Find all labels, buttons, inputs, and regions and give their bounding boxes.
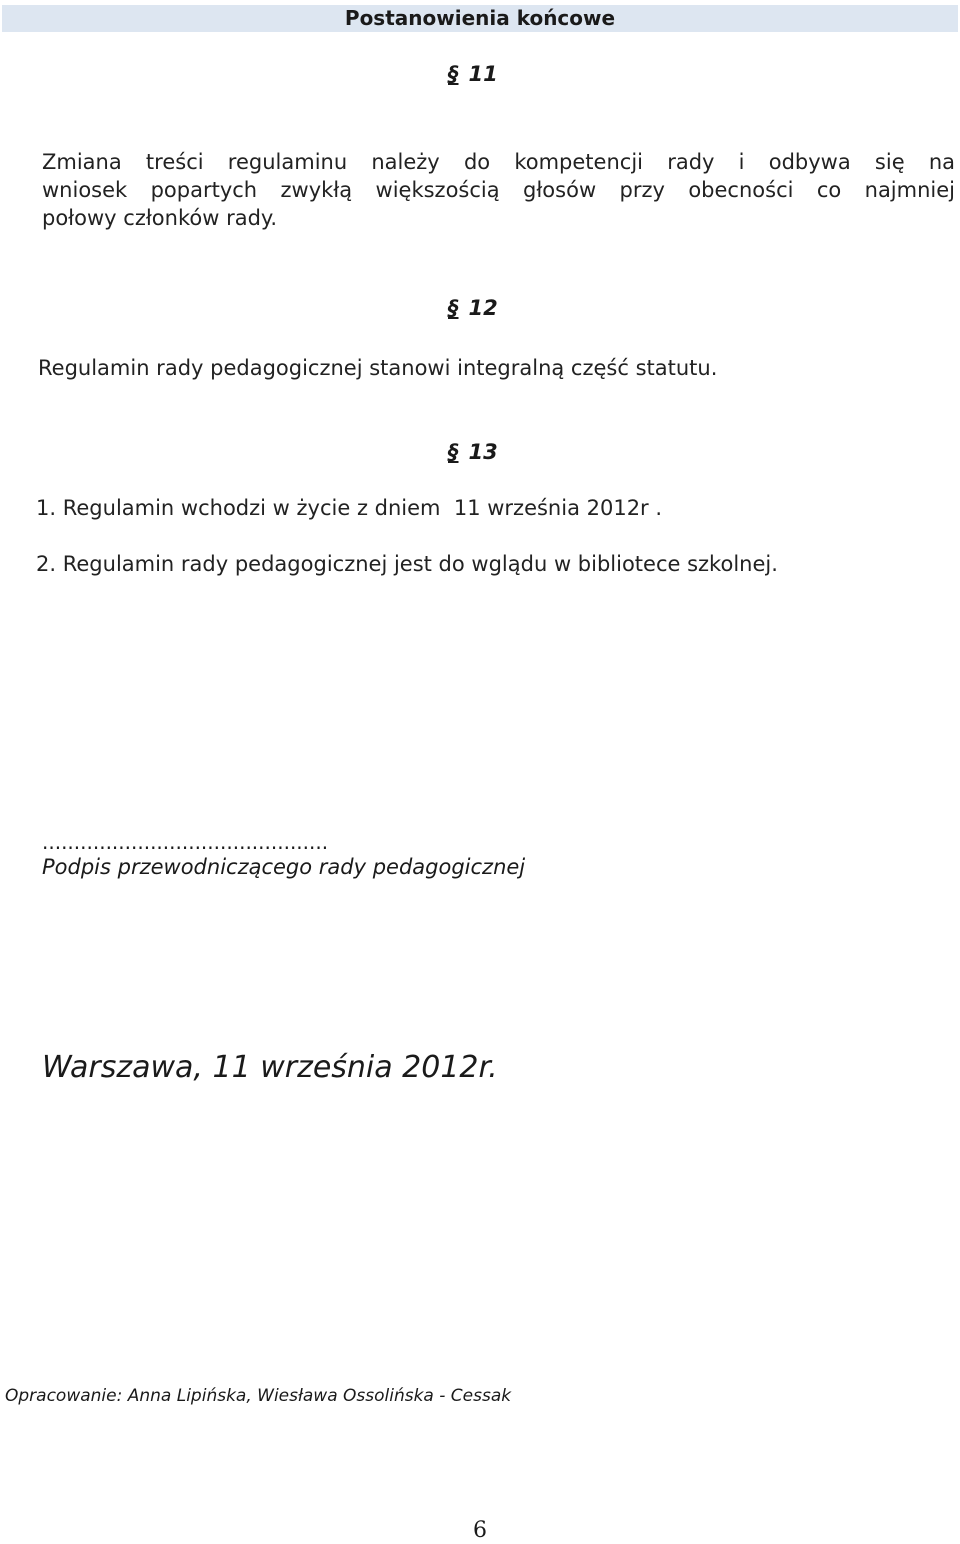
section-symbol: § [448, 440, 459, 464]
section-title: Postanowienia końcowe [2, 5, 958, 32]
list-item-text: Regulamin wchodzi w życie z dniem 11 września 2012r . [62, 496, 663, 520]
authors-credit: Opracowanie: Anna Lipińska, Wiesława Ossolińska - Cessak [5, 1386, 512, 1406]
list-item [36, 550, 778, 578]
page-number: 6 [473, 1518, 487, 1543]
paragraph-number: 13 [468, 440, 498, 464]
signature-line: ............................................. [42, 830, 329, 854]
paragraph-number: 11 [468, 62, 498, 86]
section-symbol: § [448, 296, 459, 320]
list-item-number: 2. [36, 552, 57, 576]
paragraph-11-line: połowy członków rady. [42, 206, 278, 230]
paragraph-12-heading [448, 296, 498, 320]
signature-label: Podpis przewodniczącego rady pedagogicznej [42, 855, 526, 879]
list-item-number: 1. [36, 496, 57, 520]
list-item-text: Regulamin rady pedagogicznej jest do wglądu w bibliotece szkolnej. [62, 552, 778, 576]
list-item [36, 494, 662, 522]
paragraph-11-line: wniosek popartych zwykłą większością głosów przy obecności co najmniej [42, 178, 955, 202]
paragraph-11-line: Zmiana treści regulaminu należy do kompetencji rady i odbywa się na [42, 150, 955, 174]
paragraph-11-heading [448, 62, 498, 86]
paragraph-12-text: Regulamin rady pedagogicznej stanowi integralną część statutu. [38, 356, 718, 380]
place-date: Warszawa, 11 września 2012r. [42, 1050, 498, 1085]
paragraph-number: 12 [468, 296, 498, 320]
section-symbol: § [448, 62, 459, 86]
paragraph-11-text [42, 148, 955, 232]
paragraph-13-heading [448, 440, 498, 464]
